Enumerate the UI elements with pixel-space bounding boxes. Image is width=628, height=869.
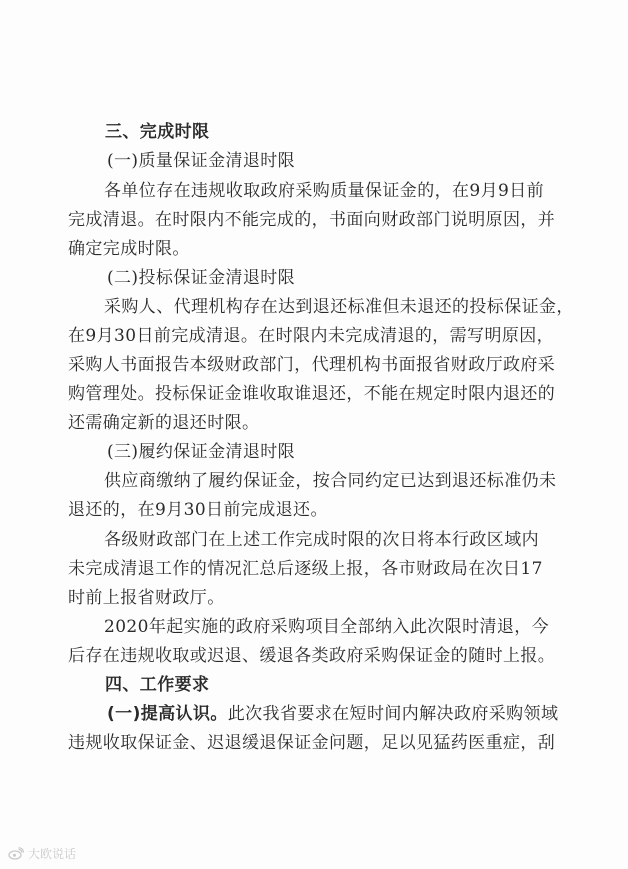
subsection-title-quality-deposit: (一)质量保证金清退时限 [107,151,296,171]
paragraph-line: 违规收取保证金、迟退缓退保证金问题，足以见猛药医重症，刮 [68,733,556,753]
paragraph-line: 采购人、代理机构存在达到退还标准但未退还的投标保证金， [104,297,574,317]
paragraph-line: 购管理处。投标保证金谁收取谁退还，不能在规定时限内退还的 [68,384,556,404]
paragraph-line: 各级财政部门在上述工作完成时限的次日将本行政区域内 [104,530,539,550]
watermark-text: 大欧说话 [28,847,77,861]
paragraph-line: 退还的，在9月30日前完成退还。 [68,500,328,520]
paragraph-line: 在9月30日前完成清退。在时限内未完成清退的，需写明原因， [68,326,555,346]
section-title-deadlines: 三、完成时限 [105,122,210,142]
subsection-title-performance-deposit: (三)履约保证金清退时限 [107,442,296,462]
paragraph-line: 完成清退。在时限内不能完成的，书面向财政部门说明原因，并 [68,210,556,230]
weibo-icon [8,847,24,860]
paragraph-line: 确定完成时限。 [68,239,190,259]
requirement-label: (一)提高认识。 [107,704,228,724]
paragraph-line: 时前上报省财政厅。 [68,588,225,608]
paragraph-line: 供应商缴纳了履约保证金，按合同约定已达到退还标准仍未 [104,471,557,491]
requirement-text: 此次我省要求在短时间内解决政府采购领域 [227,704,559,724]
paragraph-line: 后存在违规收取或迟退、缓退各类政府采购保证金的随时上报。 [68,646,556,666]
paragraph-line: 2020年起实施的政府采购项目全部纳入此次限时清退，今 [104,617,550,637]
section-title-work-requirements: 四、工作要求 [105,675,210,695]
requirement-line [107,703,558,725]
watermark [8,845,76,862]
paragraph-line: 还需确定新的退还时限。 [68,413,260,433]
paragraph-line: 采购人书面报告本级财政部门，代理机构书面报省财政厅政府采 [68,355,556,375]
paragraph-line: 未完成清退工作的情况汇总后逐级上报，各市财政局在次日17 [68,559,543,579]
subsection-title-bid-deposit: (二)投标保证金清退时限 [107,268,296,288]
paragraph-line: 各单位存在违规收取政府采购质量保证金的，在9月9日前 [104,181,545,201]
